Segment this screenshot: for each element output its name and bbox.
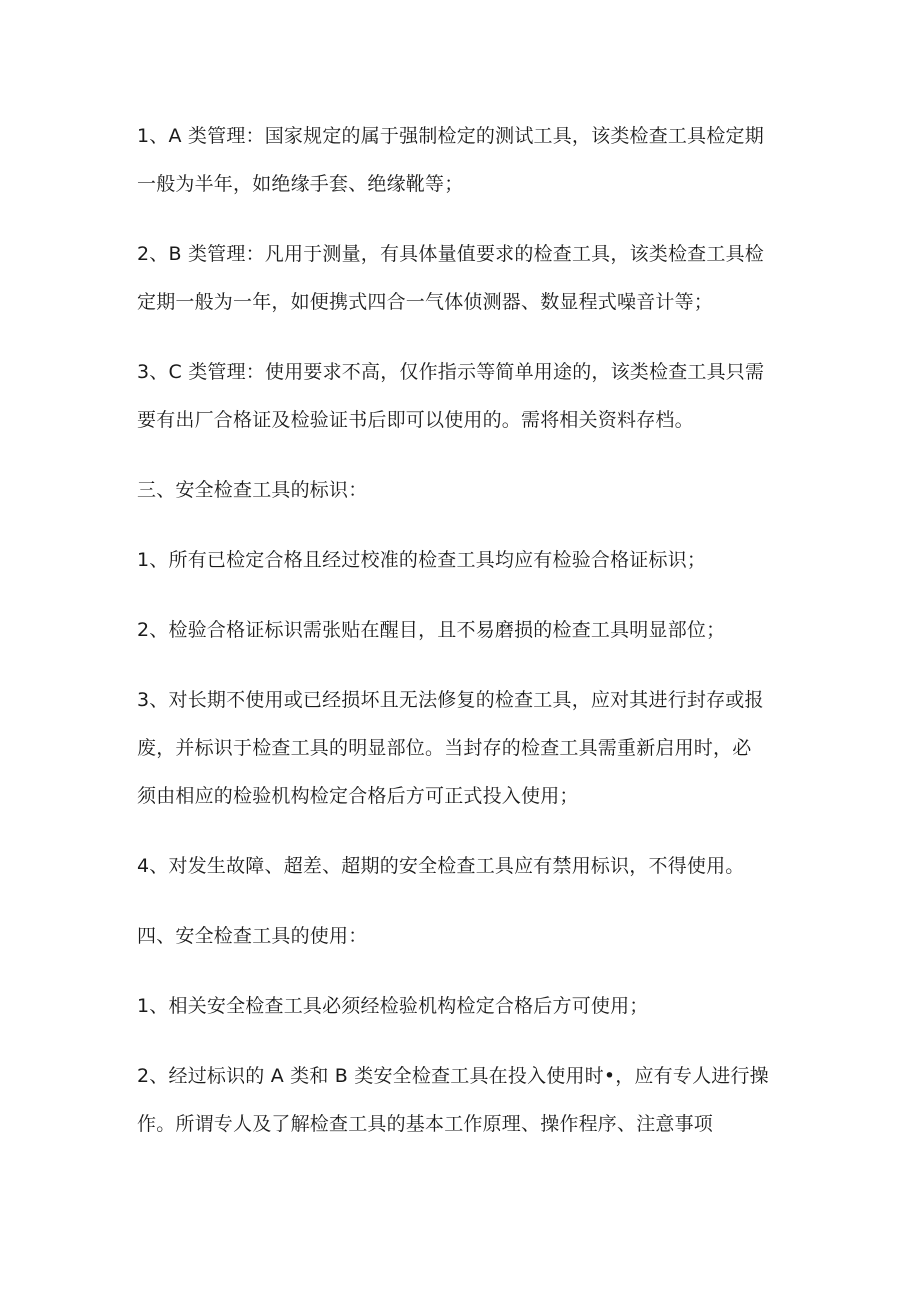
section-heading-usage	[137, 912, 785, 960]
text-line: 作。所谓专人及了解检查工具的基本工作原理、操作程序、注意事项	[137, 1113, 714, 1135]
paragraph-b-class	[137, 230, 785, 326]
heading-line: 四、安全检查工具的使用：	[137, 925, 368, 947]
text-line: 1、相关安全检查工具必须经检验机构检定合格后方可使用；	[137, 995, 649, 1017]
section-heading-identification	[137, 466, 785, 514]
text-line: 2、检验合格证标识需张贴在醒目，且不易磨损的检查工具明显部位；	[137, 619, 726, 641]
paragraph-identification-4	[137, 842, 785, 890]
text-line: 3、对长期不使用或已经损坏且无法修复的检查工具，应对其进行封存或报	[137, 689, 764, 711]
text-line: 废，并标识于检查工具的明显部位。当封存的检查工具需重新启用时，必	[137, 737, 752, 759]
paragraph-usage-1	[137, 982, 785, 1030]
text-line: 1、所有已检定合格且经过校准的检查工具均应有检验合格证标识；	[137, 549, 707, 571]
paragraph-c-class	[137, 348, 785, 444]
text-line: 1、A 类管理：国家规定的属于强制检定的测试工具，该类检查工具检定期	[137, 125, 764, 147]
text-line: 2、B 类管理：凡用于测量，有具体量值要求的检查工具，该类检查工具检	[137, 243, 764, 265]
text-line: 要有出厂合格证及检验证书后即可以使用的。需将相关资料存档。	[137, 409, 694, 431]
document-body	[137, 112, 785, 1148]
paragraph-identification-1	[137, 536, 785, 584]
text-line: 3、C 类管理：使用要求不高，仅作指示等简单用途的，该类检查工具只需	[137, 361, 765, 383]
heading-line: 三、安全检查工具的标识：	[137, 479, 368, 501]
text-line: 定期一般为一年，如便携式四合一气体侦测器、数显程式噪音计等；	[137, 291, 714, 313]
paragraph-a-class	[137, 112, 785, 208]
paragraph-identification-3	[137, 676, 785, 820]
paragraph-usage-2	[137, 1052, 785, 1148]
text-line: 须由相应的检验机构检定合格后方可正式投入使用；	[137, 785, 579, 807]
text-line: 4、对发生故障、超差、超期的安全检查工具应有禁用标识，不得使用。	[137, 855, 745, 877]
text-line: 2、经过标识的 A 类和 B 类安全检查工具在投入使用时•，应有专人进行操	[137, 1065, 769, 1087]
paragraph-identification-2	[137, 606, 785, 654]
text-line: 一般为半年，如绝缘手套、绝缘靴等；	[137, 173, 464, 195]
